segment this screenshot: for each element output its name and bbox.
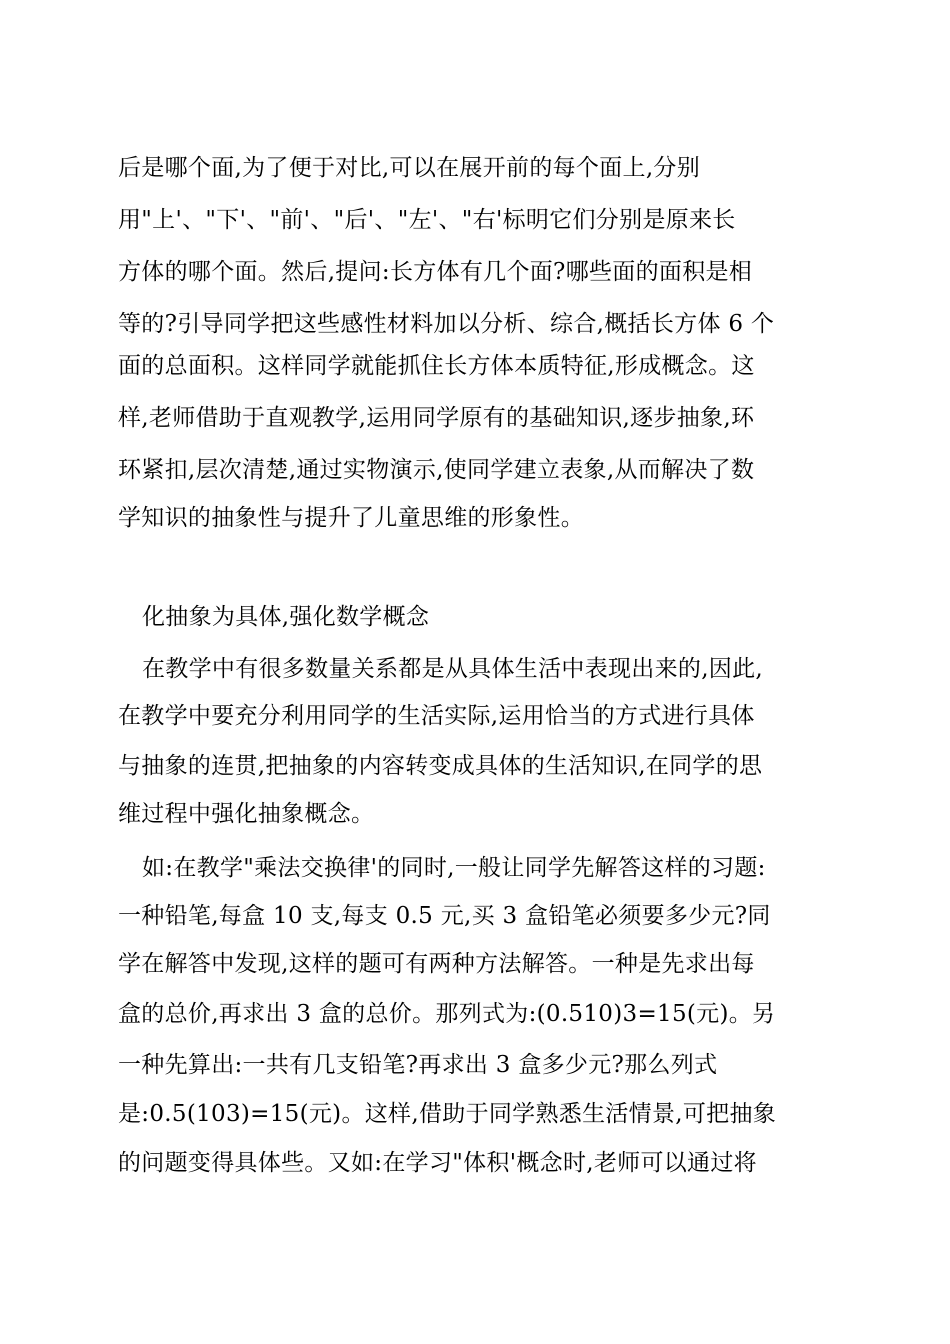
paragraph-line: 后是哪个面,为了便于对比,可以在展开前的每个面上,分别 [118, 155, 701, 181]
paragraph-line: 在教学中要充分利用同学的生活实际,运用恰当的方式进行具体 [118, 703, 755, 729]
paragraph-line: 环紧扣,层次清楚,通过实物演示,使同学建立表象,从而解决了数 [118, 457, 755, 483]
paragraph-line: 用"上'、"下'、"前'、"后'、"左'、"右'标明它们分别是原来长 [118, 207, 736, 233]
paragraph-line: 是:0.5(103)=15(元)。这样,借助于同学熟悉生活情景,可把抽象 [118, 1101, 777, 1127]
paragraph-line: 方体的哪个面。然后,提问:长方体有几个面?哪些面的面积是相 [118, 259, 753, 285]
paragraph-line: 维过程中强化抽象概念。 [118, 801, 375, 827]
paragraph-line: 盒的总价,再求出 3 盒的总价。那列式为:(0.510)3=15(元)。另 [118, 1001, 776, 1027]
paragraph-line: 一种先算出:一共有几支铅笔?再求出 3 盒多少元?那么列式 [118, 1052, 718, 1078]
paragraph-line: 学知识的抽象性与提升了儿童思维的形象性。 [118, 505, 584, 531]
paragraph-line: 的问题变得具体些。又如:在学习"体积'概念时,老师可以通过将 [118, 1150, 757, 1176]
paragraph-line: 学在解答中发现,这样的题可有两种方法解答。一种是先求出每 [118, 951, 755, 977]
paragraph-line: 如:在教学"乘法交换律'的同时,一般让同学先解答这样的习题: [142, 855, 766, 881]
paragraph-line: 一种铅笔,每盒 10 支,每支 0.5 元,买 3 盒铅笔必须要多少元?同 [118, 903, 771, 929]
paragraph-line: 等的?引导同学把这些感性材料加以分析、综合,概括长方体 6 个 [118, 311, 775, 337]
paragraph-line: 面的总面积。这样同学就能抓住长方体本质特征,形成概念。这 [118, 353, 755, 379]
paragraph-line: 在教学中有很多数量关系都是从具体生活中表现出来的,因此, [142, 656, 764, 682]
paragraph-line: 样,老师借助于直观教学,运用同学原有的基础知识,逐步抽象,环 [118, 405, 755, 431]
section-heading: 化抽象为具体,强化数学概念 [142, 604, 430, 630]
paragraph-line: 与抽象的连贯,把抽象的内容转变成具体的生活知识,在同学的思 [118, 753, 763, 779]
